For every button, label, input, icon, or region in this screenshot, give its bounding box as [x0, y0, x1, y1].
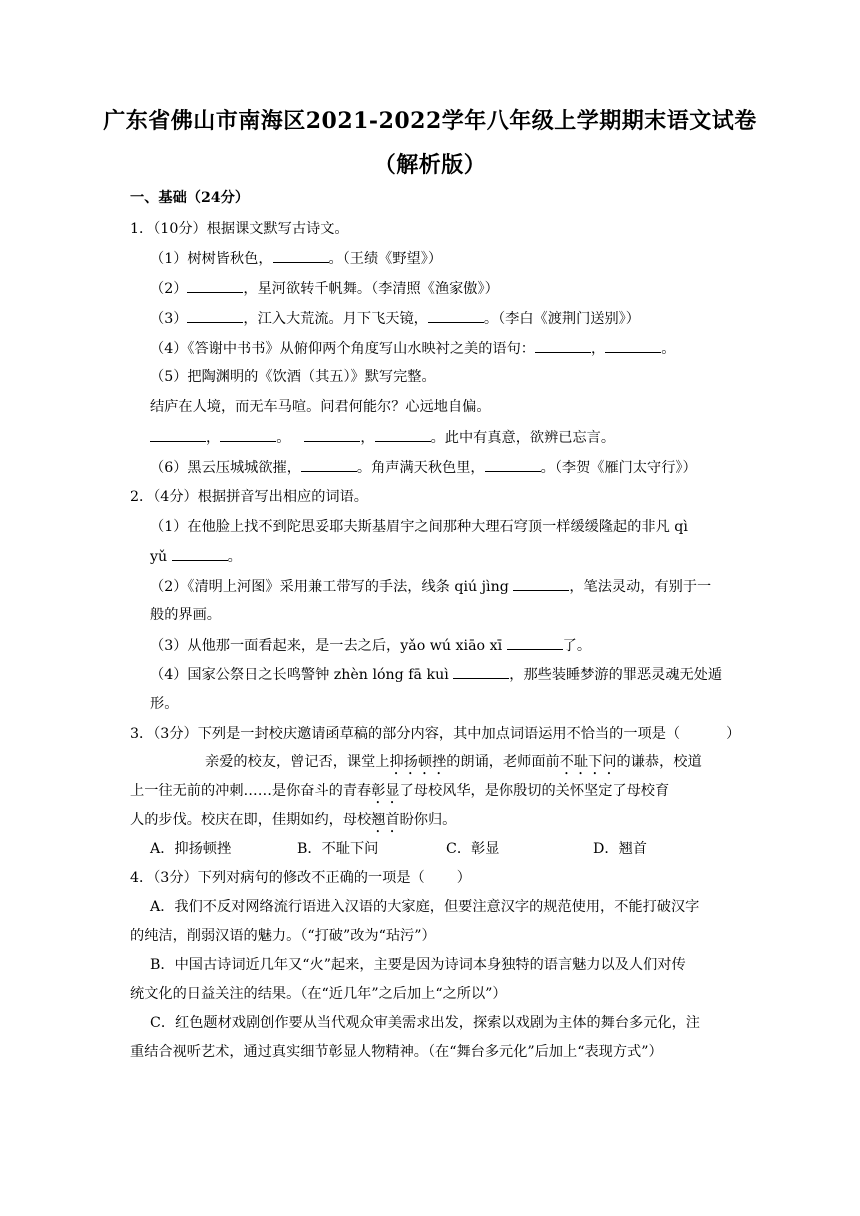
exam-title-line1: 广东省佛山市南海区2021-2022学年八年级上学期期末语文试卷 — [103, 108, 757, 134]
dotted-word-4: 翘首 — [371, 812, 400, 828]
q2-item2-text-a: （2）《清明上河图》采用兼工带写的手法，线条 qiú jìng — [150, 579, 509, 595]
q4-option-a-line1[interactable]: A．我们不反对网络流行语进入汉语的大家庭，但要注意汉字的规范使用，不能打破汉字 — [150, 899, 700, 915]
q1-item2 — [150, 278, 499, 299]
q1-item2-text-a: （2） — [150, 281, 188, 297]
q2-item4-line1 — [150, 664, 722, 685]
q2-item3-text-a: （3）从他那一面看起来，是一去之后，yǎo wú xiāo xī — [150, 638, 503, 654]
dotted-word-3: 彰显 — [371, 783, 400, 799]
q2-item2-text-b: ，笔法灵动，有别于一 — [569, 579, 712, 595]
q3-option-d[interactable]: D．翘首 — [593, 841, 647, 857]
q1-item3-text-a: （3） — [150, 311, 188, 327]
answer-blank[interactable] — [375, 427, 431, 442]
q1-item4 — [150, 338, 675, 359]
q2-item1-end: 。 — [227, 549, 242, 565]
q3-passage-text: 的谦恭，校道 — [616, 754, 702, 770]
q3-passage-text: 盼你归。 — [399, 812, 457, 828]
q2-stem: 2．（4分）根据拼音写出相应的词语。 — [130, 489, 368, 505]
q3-option-b[interactable]: B．不耻下问 — [297, 841, 379, 857]
q2-item1-line2 — [150, 546, 242, 567]
q3-stem-text: 3．（3分）下列是一封校庆邀请函草稿的部分内容，其中加点词语运用不恰当的一项是（ — [130, 726, 681, 742]
q2-item1-line1: （1）在他脸上找不到陀思妥耶夫斯基眉宇之间那种大理石穹顶一样缓缓隆起的非凡 qì — [150, 519, 688, 535]
q3-passage-text: 人的步伐。校庆在即，佳期如约，母校 — [130, 812, 372, 828]
q1-item4-text-b: ， — [591, 341, 606, 357]
q3-passage-line3 — [130, 810, 456, 836]
q4-option-b-line1[interactable]: B．中国古诗词近几年又“火”起来，主要是因为诗词本身独特的语言魅力以及人们对传 — [150, 957, 686, 973]
q2-item2-line1 — [150, 576, 711, 597]
answer-blank[interactable] — [150, 427, 206, 442]
answer-blank[interactable] — [605, 338, 661, 353]
q2-item3 — [150, 635, 591, 656]
q1-item5: （5）把陶渊明的《饮酒（其五）》默写完整。 — [150, 369, 436, 385]
q3-passage-text: 的朗诵，老师面前 — [446, 754, 560, 770]
answer-blank[interactable] — [535, 338, 591, 353]
q2-item4-text-a: （4）国家公祭日之长鸣警钟 zhèn lóng fā kuì — [150, 667, 449, 683]
q1-item6-text-a: （6）黑云压城城欲摧， — [150, 460, 301, 476]
q1-item6 — [150, 457, 697, 478]
q3-option-a[interactable]: A．抑扬顿挫 — [150, 841, 232, 857]
q1-item5-blanks — [150, 427, 615, 448]
q2-item4-line2: 形。 — [150, 696, 179, 712]
q1-item5-sep3: ， — [360, 430, 375, 446]
answer-blank[interactable] — [273, 248, 329, 263]
q1-item6-text-b: 。角声满天秋色里， — [356, 460, 485, 476]
q1-item5-poem: 结庐在人境，而无车马喧。问君何能尔？心远地自偏。 — [150, 399, 491, 415]
q3-passage-line2 — [130, 781, 669, 807]
q4-option-c-line2: 重结合视听艺术，通过真实细节彰显人物精神。（在“舞台多元化”后加上“表现方式”） — [130, 1044, 663, 1060]
section-heading: 一、基础（24分） — [130, 190, 250, 206]
q1-item1-text-b: 。（王绩《野望》） — [328, 251, 443, 267]
q4-option-a-line2: 的纯洁，削弱汉语的魅力。（“打破”改为“玷污”） — [130, 928, 436, 944]
q1-item1 — [150, 248, 442, 269]
q4-option-b-line2: 统文化的日益关注的结果。（在“近几年”之后加上“之所以”） — [130, 986, 507, 1002]
q1-item3 — [150, 308, 640, 329]
q4-stem — [130, 868, 471, 888]
q1-item1-text-a: （1）树树皆秋色， — [150, 251, 273, 267]
q3-stem-close: ） — [726, 726, 741, 742]
dotted-word-1: 抑扬顿挫 — [389, 754, 447, 770]
q1-stem: 1．（10分）根据课文默写古诗文。 — [130, 221, 349, 237]
q3-passage-text: 上一往无前的冲刺……是你奋斗的青春 — [130, 783, 372, 799]
q2-item4-text-b: ，那些装睡梦游的罪恶灵魂无处遁 — [509, 667, 723, 683]
q4-stem-text: 4．（3分）下列对病句的修改不正确的一项是（ — [130, 870, 425, 886]
q1-item3-text-b: ，江入大荒流。月下飞天镜， — [243, 311, 428, 327]
answer-blank[interactable] — [172, 546, 228, 561]
q1-item5-tail: 。此中有真意，欲辨已忘言。 — [430, 430, 616, 446]
q1-item4-text-c: 。 — [661, 341, 676, 357]
q1-item2-text-b: ，星河欲转千帆舞。（李清照《渔家傲》） — [243, 281, 499, 297]
dotted-word-2: 不耻下问 — [559, 754, 617, 770]
exam-title-line2: （解析版） — [373, 152, 487, 178]
answer-blank[interactable] — [304, 427, 360, 442]
q1-item6-text-c: 。（李贺《雁门太守行》） — [540, 460, 697, 476]
answer-blank[interactable] — [187, 308, 243, 323]
q2-item2-line2: 般的界画。 — [150, 607, 221, 623]
q1-item5-sep1: ， — [206, 430, 221, 446]
answer-blank[interactable] — [187, 278, 243, 293]
answer-blank[interactable] — [428, 308, 484, 323]
q4-option-c-line1[interactable]: C．红色题材戏剧创作要从当代观众审美需求出发，探索以戏剧为主体的舞台多元化，注 — [150, 1015, 700, 1031]
answer-blank[interactable] — [301, 457, 357, 472]
q1-item3-text-c: 。（李白《渡荆门送别》） — [483, 311, 640, 327]
q3-stem — [130, 724, 740, 744]
q1-item5-sep2: 。 — [276, 430, 291, 446]
q3-option-c[interactable]: C．彰显 — [446, 841, 500, 857]
answer-blank[interactable] — [485, 457, 541, 472]
answer-blank[interactable] — [513, 576, 569, 591]
answer-blank[interactable] — [507, 635, 563, 650]
answer-blank[interactable] — [220, 427, 276, 442]
q1-item4-text-a: （4）《答谢中书书》从俯仰两个角度写山水映衬之美的语句： — [150, 341, 535, 357]
q2-item3-text-b: 了。 — [562, 638, 592, 654]
q4-stem-close: ） — [456, 870, 471, 886]
q3-passage-text: 了母校风华，是你殷切的关怀坚定了母校育 — [399, 783, 670, 799]
q3-passage-line1 — [205, 752, 702, 778]
answer-blank[interactable] — [453, 664, 509, 679]
q3-passage-text: 亲爱的校友，曾记否，课堂上 — [205, 754, 390, 770]
q2-item1-pinyin: yǔ — [150, 549, 168, 565]
